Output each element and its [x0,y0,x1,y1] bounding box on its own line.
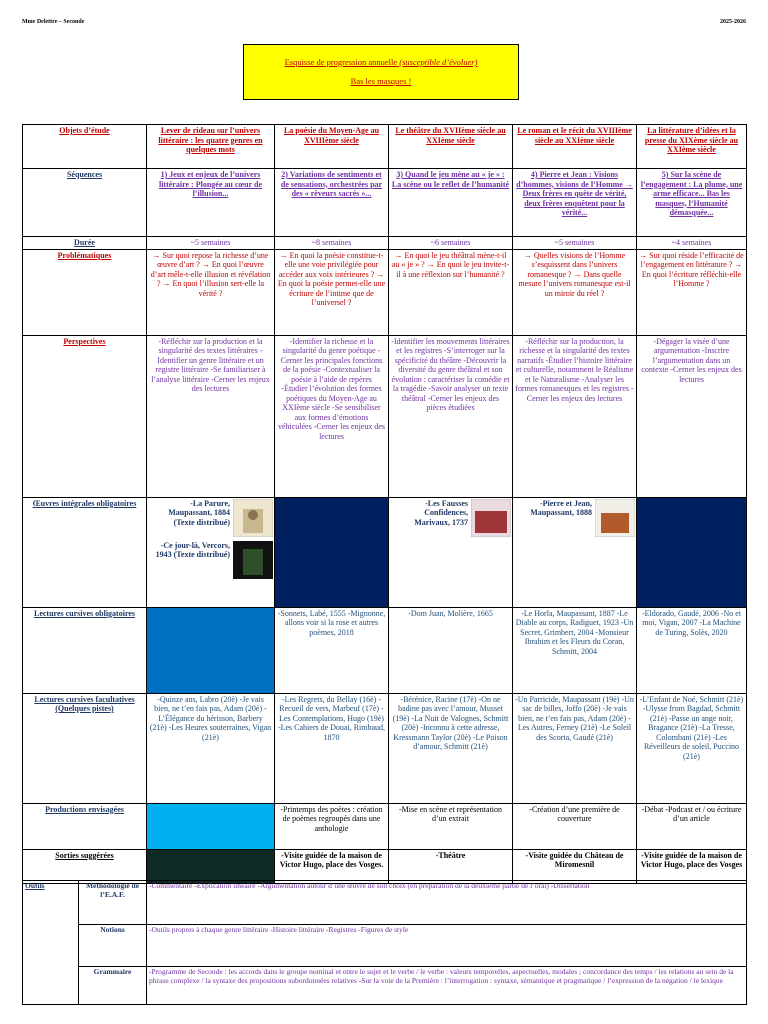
oeuvre-la-parure [148,499,273,537]
row-sequences [23,169,747,237]
cursives-obl-3: -Dom Juan, Molière, 1665 [389,607,513,693]
cursives-fac-4: -Un Parricide, Maupassant (19è) -Un sac de billes, Joffo (20è) -Je vais bien, ne t’en fais pas, Adam (20è) -Les Autres, Ferney (21è) -Le Soleil des Scorta, Gaudé (21è) [513,693,637,803]
oeuvre-pierre-et-jean-text: -Pierre et Jean, Maupassant, 1888 [530,498,592,517]
label-cursives-fac-cell [23,693,147,803]
row-cursives-fac [23,693,747,803]
productions-2: -Printemps des poètes : création de poèmes regroupés dans une anthologie [275,803,389,849]
problematique-5: → Sur quoi réside l’efficacité de l’engagement en littérature ? → En quoi l’écriture réfléchit-elle l’Homme ? [637,249,747,335]
oeuvre-ce-jour-la [148,541,273,579]
perspective-2: -Identifier la richesse et la singularité du genre poétique -Cerner les principales fonctions de la poésie -Contextualiser la poésie à l’aide de repères -Étudier l’évolution des formes poétiques du Moyen-Age au XXIème siècle -Se sensibiliser aux formes d’émotions véhiculées -Cerner les enjeux des lectures [275,335,389,497]
productions-col1-empty [147,803,275,849]
productions-3: -Mise en scène et représentation d’un extrait [389,803,513,849]
sorties-4: -Visite guidée du Château de Miromesnil [513,849,637,883]
la-parure-cover-icon [233,499,273,537]
oeuvres-col2-empty [275,497,389,607]
productions-5: -Débat -Podcast et / ou écriture d’un article [637,803,747,849]
objet-1: Lever de rideau sur l’univers littéraire : les quatre genres en quelques mots [147,125,275,169]
cursives-obl-5: -Eldorado, Gaudé, 2006 -No et moi, Vigan, 2007 -La Machine de Turing, Solès, 2020 [637,607,747,693]
header-right: 2025-2026 [720,19,746,25]
methodo-text: -Commentaire -Explication linéaire -Argumentation autour d’une œuvre de son choix (en préparation de la deuxième partie de l’oral) -Dissertation [147,881,747,925]
perspective-1: -Réfléchir sur la production et la singularité des textes littéraires -Identifier un genre littéraire et un registre littéraire -Se familiariser à l’analyse littéraire -Cerner les enjeux des lectures [147,335,275,497]
oeuvres-col4 [513,497,637,607]
duree-4: ~5 semaines [513,237,637,250]
label-sequences: Séquences [23,169,147,237]
pierre-et-jean-cover-icon [595,499,635,537]
sorties-col1-empty [147,849,275,883]
duree-2: ~8 semaines [275,237,389,250]
sequence-4: 4) Pierre et Jean : Visions d’hommes, visions de l’Homme → Deux frères en quête de vérité, deux frères enquêtent pour la vérité... [513,169,637,237]
oeuvre-ce-jour-la-text: -Ce jour-là, Vercors, 1943 (Texte distribué) [155,540,230,559]
sequence-2: 2) Variations de sentiments et de sensations, orchestrées par des « rêveurs sacrés »... [275,169,389,237]
row-duree [23,237,747,250]
oeuvre-fausses-confidences-text: -Les Fausses Confidences, Marivaux, 1737 [414,498,468,527]
row-oeuvres [23,497,747,607]
row-objets [23,125,747,169]
row-grammaire [23,967,747,1005]
label-perspectives: Perspectives [23,335,147,497]
oeuvres-col1 [147,497,275,607]
oeuvre-fausses-confidences [390,499,511,537]
label-problematiques: Problématiques [23,249,147,335]
duree-1: ~5 semaines [147,237,275,250]
grammaire-text: -Programme de Seconde : les accords dans le groupe nominal et entre le sujet et le verbe / le verbe : valeurs temporelles, aspectuelles, modales ; concordance des temps / les relations au sein de la phrase complexe / la syntaxe des propositions subordonnées relatives -Sur la voie de la Première : l’interrogation : syntaxe, sémantique et pragmatique / l’expression de la négation / le lexique [147,967,747,1005]
title-box [243,44,519,100]
label-notions: Notions [79,925,147,967]
header-left: Mme Delettre – Seconde [22,19,85,25]
notions-text: -Outils propres à chaque genre littéraire -Histoire littéraire -Registres -Figures de style [147,925,747,967]
row-cursives-obl [23,607,747,693]
perspective-3: -Identifier les mouvements littéraires et les registres -S’interroger sur la spécificité du théâtre -Découvrir la diversité du genre théâtral et son évolution : caractériser la comédie et la tragédie -Savoir analyser un texte théâtral -Cerner les enjeux des pièces étudiées [389,335,513,497]
duree-5: ~4 semaines [637,237,747,250]
cursives-obl-2: -Sonnets, Labé, 1555 -Mignonne, allons voir si la rose et autres poèmes, 2018 [275,607,389,693]
oeuvre-pierre-et-jean [514,499,635,537]
perspective-5: -Dégager la visée d’une argumentation -Inscrire l’argumentation dans un contexte -Cerner les enjeux des lectures [637,335,747,497]
problematique-1: → Sur quoi repose la richesse d’une œuvre d’art ? → En quoi l’œuvre d’art mêle-t-elle illusion et révélation ? → En quoi l’illusion sert-elle la vérité ? [147,249,275,335]
outils-table [22,880,747,1005]
oeuvres-col3 [389,497,513,607]
row-problematiques [23,249,747,335]
objet-5: La littérature d’idées et la presse du XIXème siècle au XXIème siècle [637,125,747,169]
cursives-fac-1: -Quinze ans, Labro (20è) -Je vais bien, ne t’en fais pas, Adam (20è) -L’Élégance du hérisson, Barbery (21è) -Les Heures souterraines, Vigan (21è) [147,693,275,803]
ce-jour-la-cover-icon [233,541,273,579]
cursives-obl-4: -Le Horla, Maupassant, 1887 -Le Diable au corps, Radiguet, 1923 -Un Secret, Grimbert, 2004 -Monsieur Ibrahim et les Fleurs du Coran, Schmitt, 2004 [513,607,637,693]
label-cursives-fac: Lectures cursives facultatives [34,694,135,704]
problematique-4: → Quelles visions de l’Homme s’esquissent dans l’univers romanesque ? → Dans quelle mesure l’univers romanesque est-il un miroir du réel ? [513,249,637,335]
sequence-3: 3) Quand le jeu mène au « je » : La scène ou le reflet de l’humanité [389,169,513,237]
objet-4: Le roman et le récit du XVIIIème siècle au XXIème siècle [513,125,637,169]
title-line2: Bas les masques ! [350,76,412,86]
sorties-2: -Visite guidée de la maison de Victor Hugo, place des Vosges. [275,849,389,883]
sequence-1: 1) Jeux et enjeux de l’univers littéraire : Plongée au cœur de l’illusion... [147,169,275,237]
problematique-3: → En quoi le jeu théâtral mène-t-il au « je » ? → En quoi le jeu invite-t-il à une réflexion sur l’humanité ? [389,249,513,335]
cursives-fac-3: -Bérénice, Racine (17è) -On ne badine pas avec l’amour, Musset (19è) -La Nuit de Valognes, Schmitt (20è) -Inconnu à cette adresse, Kressmann Taylor (20è) -Le Poison d’amour, Schmitt (21è) [389,693,513,803]
label-duree: Durée [23,237,147,250]
fausses-confidences-cover-icon [471,499,511,537]
title-line1: Esquisse de progression annuelle (susceptible d’évoluer) [284,57,478,67]
problematique-2: → En quoi la poésie constitue-t-elle une voie privilégiée pour accéder aux voix intérieures ? → En quoi la poésie permet-elle une écriture de l’intime que de l’universel ? [275,249,389,335]
row-productions [23,803,747,849]
sorties-5: -Visite guidée de la maison de Victor Hugo, place des Vosges [637,849,747,883]
label-oeuvres: Œuvres intégrales obligatoires [23,497,147,607]
objet-2: La poésie du Moyen-Age au XVIIIème siècle [275,125,389,169]
productions-4: -Création d’une première de couverture [513,803,637,849]
cursives-fac-5: -L’Enfant de Noé, Schmitt (21è) -Ulysse from Bagdad, Schmitt (21è) -Passe un ange noir, Bragance (21è) -La Tresse, Colombani (21è) -Les Réveilleurs de soleil, Puccino (21è) [637,693,747,803]
label-outils: Outils [23,881,79,1005]
row-methodo [23,881,747,925]
duree-3: ~6 semaines [389,237,513,250]
cursives-obl-col1-empty [147,607,275,693]
row-perspectives [23,335,747,497]
label-methodo: Méthodologie de l’E.A.F. [79,881,147,925]
label-objets: Objets d’étude [23,125,147,169]
row-notions [23,925,747,967]
label-cursives-obl: Lectures cursives obligatoires [23,607,147,693]
oeuvres-col5-empty [637,497,747,607]
objet-3: Le théâtre du XVIIème siècle au XXIème siècle [389,125,513,169]
sorties-3: -Théâtre [389,849,513,883]
cursives-fac-2: -Les Regrets, du Bellay (16è) -Recueil de vers, Marbeuf (17è) -Les Contemplations, Hugo (19è) -Les Cahiers de Douai, Rimbaud, 1870 [275,693,389,803]
label-grammaire: Grammaire [79,967,147,1005]
perspective-4: -Réfléchir sur la production, la richesse et la singularité des textes narratifs -Étudier l’histoire littéraire et culturelle, notamment le Réalisme et le Naturalisme -Analyser les formes romanesques et les registres -Cerner les enjeux des lectures [513,335,637,497]
oeuvre-la-parure-text: -La Parure, Maupassant, 1884 (Texte distribué) [168,498,230,527]
label-cursives-fac-sub: (Quelques pistes) [55,704,114,713]
row-sorties [23,849,747,883]
label-productions: Productions envisagées [23,803,147,849]
progression-table [22,124,747,884]
sequence-5: 5) Sur la scène de l’engagement : La plume, une arme efficace... Bas les masques, l’Humanité démasquée... [637,169,747,237]
label-sorties: Sorties suggérées [23,849,147,883]
